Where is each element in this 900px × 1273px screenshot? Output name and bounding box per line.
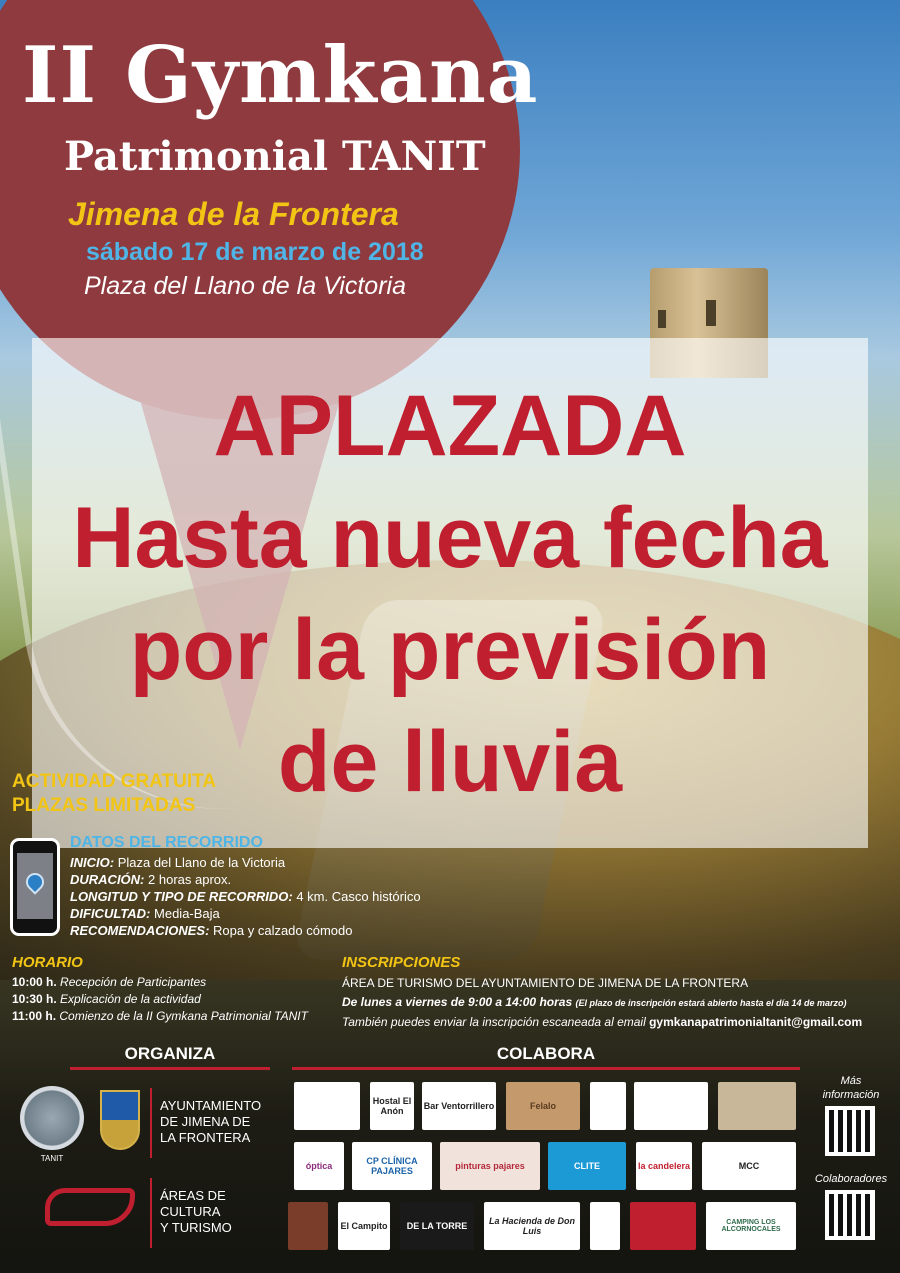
sponsor-logo: DE LA TORRE bbox=[400, 1202, 474, 1250]
organiza-title: ORGANIZA bbox=[70, 1044, 270, 1070]
route-details bbox=[70, 854, 421, 939]
registration-hours: De lunes a viernes de 9:00 a 14:00 horas (El plazo de inscripción estará abierto hasta el día 14 de marzo) bbox=[342, 995, 847, 1009]
sponsor-logo: CLITE bbox=[548, 1142, 626, 1190]
sponsor-logo: Felalo bbox=[506, 1082, 580, 1130]
collaborators-qr-code[interactable] bbox=[825, 1190, 875, 1240]
sponsor-logo bbox=[630, 1202, 696, 1250]
phone-screen bbox=[17, 853, 53, 919]
notice-line: por la previsión bbox=[129, 602, 771, 698]
phone-icon bbox=[10, 838, 60, 936]
event-town: Jimena de la Frontera bbox=[68, 196, 399, 232]
sponsor-logo: El Campito bbox=[338, 1202, 390, 1250]
jimena-coat-of-arms bbox=[100, 1090, 140, 1150]
notice-line: Hasta nueva fecha bbox=[72, 490, 828, 586]
route-item: RECOMENDACIONES: Ropa y calzado cómodo bbox=[70, 923, 353, 938]
sponsor-logo: la candelera bbox=[636, 1142, 692, 1190]
sponsor-logo: MCC bbox=[702, 1142, 796, 1190]
sponsor-logo: pinturas pajares bbox=[440, 1142, 540, 1190]
route-item: LONGITUD Y TIPO DE RECORRIDO: 4 km. Casco histórico bbox=[70, 889, 421, 904]
schedule-title: HORARIO bbox=[12, 954, 83, 971]
divider bbox=[150, 1088, 152, 1158]
collaborators-label: Colaboradores bbox=[814, 1173, 888, 1185]
tanit-logo-label: TANIT bbox=[40, 1154, 64, 1163]
notice-line: de lluvia bbox=[277, 714, 623, 810]
sponsor-logo bbox=[718, 1082, 796, 1130]
schedule-item: 10:00 h. Recepción de Participantes bbox=[12, 975, 207, 989]
schedule-item: 10:30 h. Explicación de la actividad bbox=[12, 992, 201, 1006]
route-item: DURACIÓN: 2 horas aprox. bbox=[70, 872, 232, 887]
event-date: sábado 17 de marzo de 2018 bbox=[86, 238, 424, 266]
route-title: DATOS DEL RECORRIDO bbox=[70, 834, 263, 851]
limited-places-text: PLAZAS LIMITADAS bbox=[12, 795, 196, 816]
castle-window bbox=[658, 310, 666, 328]
colabora-title: COLABORA bbox=[292, 1044, 800, 1070]
route-item: DIFICULTAD: Media-Baja bbox=[70, 906, 220, 921]
registration-email-line: También puedes enviar la inscripción escaneada al email gymkanapatrimonialtanit@gmail.com bbox=[342, 1015, 863, 1029]
sponsor-logo: óptica bbox=[294, 1142, 344, 1190]
location-pin-icon bbox=[22, 869, 47, 894]
registration-email[interactable]: gymkanapatrimonialtanit@gmail.com bbox=[649, 1015, 863, 1029]
divider bbox=[150, 1178, 152, 1248]
cultura-turismo-logo bbox=[45, 1188, 135, 1226]
sponsor-logo bbox=[294, 1082, 360, 1130]
tanit-association-logo bbox=[20, 1086, 84, 1150]
sponsor-logo: CP CLÍNICA PAJARES bbox=[352, 1142, 432, 1190]
registration-office: ÁREA DE TURISMO DEL AYUNTAMIENTO DE JIMENA DE LA FRONTERA bbox=[342, 976, 749, 990]
sponsor-logo: Hostal El Anón bbox=[370, 1082, 414, 1130]
postponed-notice bbox=[32, 370, 868, 818]
free-activity-badge bbox=[12, 770, 216, 818]
registration-title: INSCRIPCIONES bbox=[342, 954, 461, 971]
areas-label: ÁREAS DE CULTURA Y TURISMO bbox=[160, 1188, 232, 1235]
more-info-qr-code[interactable] bbox=[825, 1106, 875, 1156]
event-place: Plaza del Llano de la Victoria bbox=[84, 272, 406, 300]
free-activity-text: ACTIVIDAD GRATUITA bbox=[12, 771, 217, 792]
sponsor-logo bbox=[590, 1082, 626, 1130]
route-item: INICIO: Plaza del Llano de la Victoria bbox=[70, 855, 286, 870]
sponsor-logo: La Hacienda de Don Luis bbox=[484, 1202, 580, 1250]
castle-window bbox=[706, 300, 716, 326]
sponsor-logo: CAMPING LOS ALCORNOCALES bbox=[706, 1202, 796, 1250]
ayuntamiento-label: AYUNTAMIENTO DE JIMENA DE LA FRONTERA bbox=[160, 1098, 262, 1145]
schedule-item: 11:00 h. Comienzo de la II Gymkana Patrimonial TANIT bbox=[12, 1009, 308, 1023]
schedule-list bbox=[12, 974, 308, 1025]
notice-line: APLAZADA bbox=[213, 378, 687, 474]
poster-subtitle: Patrimonial TANIT bbox=[64, 133, 486, 180]
poster-title: II Gymkana bbox=[22, 30, 539, 121]
sponsor-logo bbox=[288, 1202, 328, 1250]
sponsor-logo bbox=[634, 1082, 708, 1130]
registration-details bbox=[342, 974, 862, 1032]
sponsor-logo: Bar Ventorrillero bbox=[422, 1082, 496, 1130]
sponsor-logo bbox=[590, 1202, 620, 1250]
more-info-label: Más información bbox=[822, 1075, 880, 1101]
